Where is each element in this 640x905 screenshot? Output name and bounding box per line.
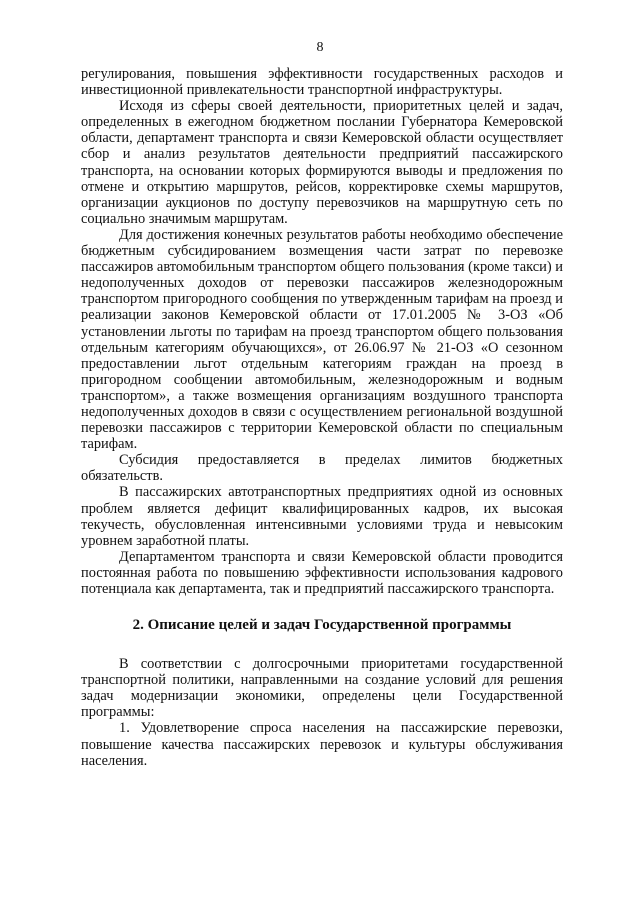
paragraph-department-activity: Исходя из сферы своей деятельности, приоритетных целей и задач, определенных в ежегодном бюджетном послании Губернатора Кемеровской области, департамент транспорта и связи Кемеровской области осуществляет сбор и анализ результатов деятельности предприятий пассажирского транспорта, на основании которых формируются выводы и предложения по отмене и открытию маршрутов, рейсов, корректировке схемы маршрутов, организации аукционов по доступу перевозчиков на маршрутную сеть по социально значимым маршрутам. [81,98,563,227]
paragraph-continuation: регулирования, повышения эффективности государственных расходов и инвестиционной привлекательности транспортной инфраструктуры. [81,66,563,99]
paragraph-staff-shortage: В пассажирских автотранспортных предприятиях одной из основных проблем является дефицит квалифицированных кадров, их высокая текучесть, обусловленная интенсивными условиями труда и невысоким уровнем заработной платы. [81,484,563,549]
page-number: 8 [316,40,324,55]
document-body [81,66,563,769]
paragraph-program-goals: В соответствии с долгосрочными приоритетами государственной транспортной политики, направленными на создание условий для решения задач модернизации экономики, определены цели Государственной программы: [81,656,563,721]
paragraph-staff-efficiency: Департаментом транспорта и связи Кемеровской области проводится постоянная работа по повышению эффективности использования кадрового потенциала как департамента, так и предприятий пассажирского транспорта. [81,548,563,597]
paragraph-subsidies: Для достижения конечных результатов работы необходимо обеспечение бюджетным субсидированием возмещения части затрат по перевозке пассажиров автомобильным транспортом общего пользования (кроме такси) и недополученных доходов от перевозки пассажиров железнодорожным транспортом пригородного сообщения по утвержденным тарифам на проезд и реализации законов Кемеровской области от 17.01.2005 № 3-ОЗ «Об установлении льготы по тарифам на проезд транспортом общего пользования отдельным категориям обучающихся», от 26.06.97 № 21-ОЗ «О сезонном предоставлении льгот отдельным категориям граждан на проезд в пригородном сообщении автомобильным, железнодорожным и водным транспортом», а также возмещения организациям воздушного транспорта недополученных доходов в связи с осуществлением региональной воздушной перевозки пассажиров с территории Кемеровской области по специальным тарифам. [81,226,563,453]
section-heading: 2. Описание целей и задач Государственной программы [132,617,512,634]
paragraph-budget-limits: Субсидия предоставляется в пределах лимитов бюджетных обязательств. [81,452,563,485]
paragraph-goal-1: 1. Удовлетворение спроса населения на пассажирские перевозки, повышение качества пассажирских перевозок и культуры обслуживания населения. [81,720,563,769]
